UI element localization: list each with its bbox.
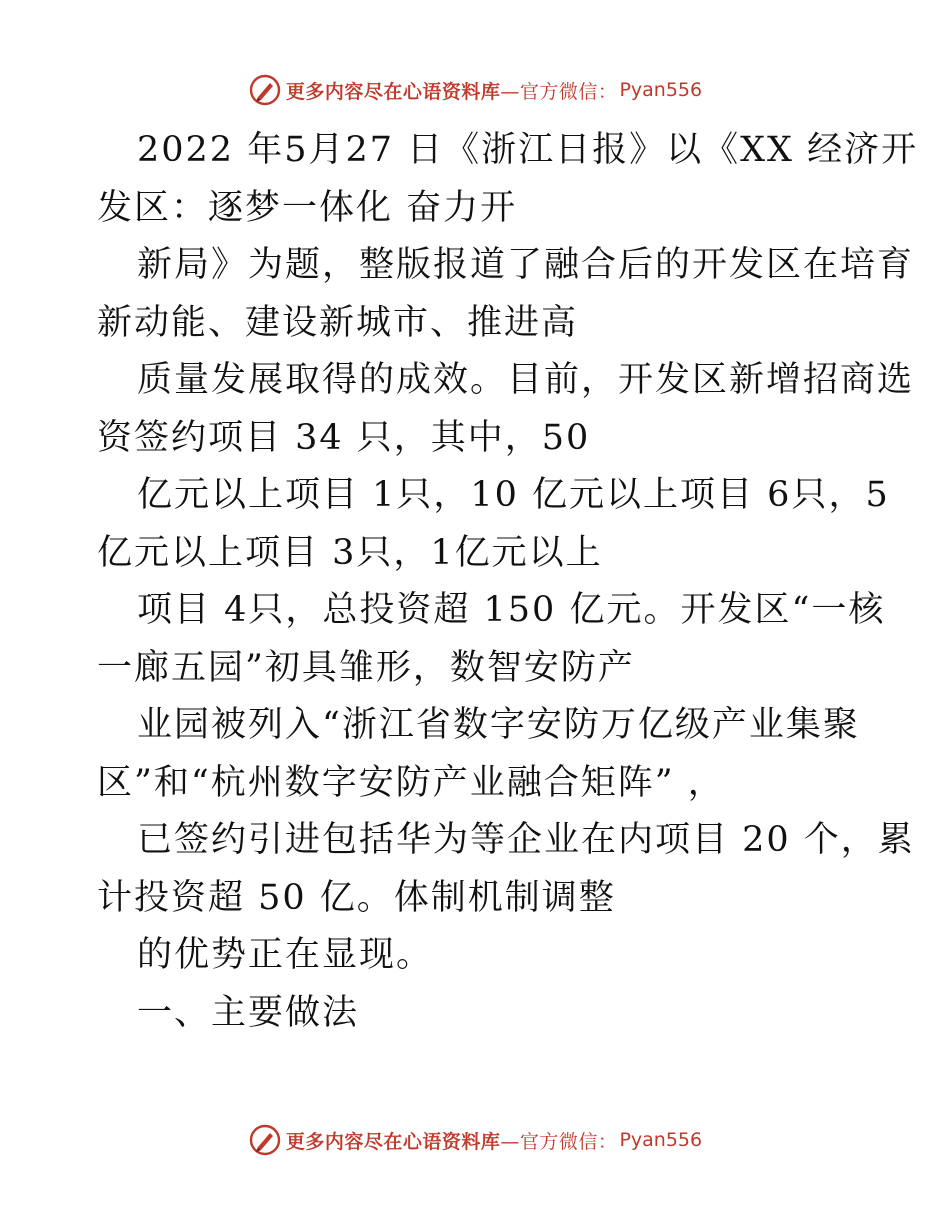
text-line: 新动能、建设新城市、推进高 (97, 302, 579, 343)
text-line: 发区：逐梦一体化 奋力开 (97, 187, 518, 228)
text-line: 一廊五园”初具雏形，数智安防产 (97, 647, 635, 688)
banner-wechat-label: —官方微信： (500, 1130, 618, 1153)
footer-banner (0, 1120, 950, 1160)
text-line: 已签约引进包括华为等企业在内项目 20 个，累 (137, 820, 915, 860)
text-line: 新局》为题，整版报道了融合后的开发区在培育 (137, 245, 915, 285)
text-line: 计投资超 50 亿。体制机制调整 (97, 877, 616, 918)
text-line: 质量发展取得的成效。目前，开发区新增招商选 (137, 360, 915, 400)
text-line: 亿元以上项目 3只，1亿元以上 (97, 532, 603, 573)
banner-title: 更多内容尽在心语资料库 (285, 80, 501, 103)
text-line: 一、主要做法 (137, 992, 360, 1033)
text-line: 的优势正在显现。 (137, 935, 434, 975)
text-line: 业园被列入“浙江省数字安防万亿级产业集聚 (137, 705, 860, 745)
text-line: 2022 年5月27 日《浙江日报》以《XX 经济开 (137, 130, 919, 170)
text-line: 区”和“杭州数字安防产业融合矩阵” ， (97, 762, 725, 803)
document-body (97, 122, 919, 1042)
header-banner (0, 70, 950, 110)
banner-wechat-id: Pyan556 (619, 79, 703, 101)
banner-wechat-label: —官方微信： (500, 80, 618, 103)
banner-title: 更多内容尽在心语资料库 (285, 1130, 501, 1153)
text-line: 亿元以上项目 1只，10 亿元以上项目 6只，5 (137, 475, 890, 515)
text-line: 项目 4只，总投资超 150 亿元。开发区“一核 (137, 590, 886, 630)
text-line: 资签约项目 34 只，其中，50 (97, 417, 591, 458)
pen-logo-icon (248, 73, 282, 107)
pen-logo-icon (248, 1123, 282, 1157)
banner-wechat-id: Pyan556 (619, 1129, 703, 1151)
